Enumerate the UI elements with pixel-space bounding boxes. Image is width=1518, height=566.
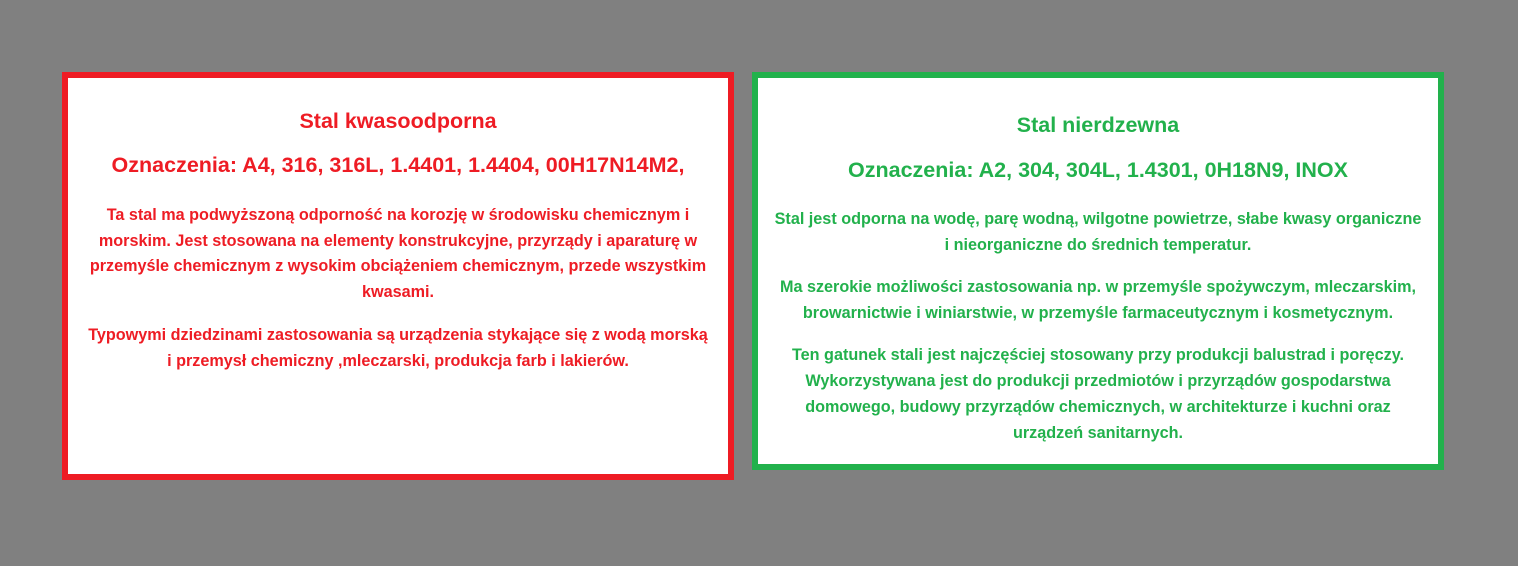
stainless-steel-paragraph-3: Ten gatunek stali jest najczęściej stosowany przy produkcji balustrad i poręczy. Wykorzystywana jest do produkcji przedmiotów i przyrządów gospodarstwa domowego, budowy przyrządów chemicznych, w architekturze i kuchni oraz urządzeń sanitarnych. (791, 346, 1404, 442)
acid-resistant-steel-paragraph-1: Ta stal ma podwyższoną odporność na korozję w środowisku chemicznym i morskim. Jest stosowana na elementy konstrukcyjne, przyrządy i aparaturę w przemyśle chemicznym z wysokim obciążeniem chemicznym, przede wszystkim kwasami. (89, 206, 707, 301)
acid-resistant-steel-card (62, 72, 734, 480)
stainless-steel-card (752, 72, 1444, 470)
stainless-steel-title: Stal nierdzewna (1016, 113, 1180, 137)
acid-resistant-steel-paragraph-2: Typowymi dziedzinami zastosowania są urządzenia stykające się z wodą morską i przemysł chemiczny ,mleczarski, produkcja farb i lakierów. (88, 326, 708, 370)
acid-resistant-steel-title: Stal kwasoodporna (299, 109, 497, 133)
acid-resistant-steel-designations: Oznaczenia: A4, 316, 316L, 1.4401, 1.4404, 00H17N14M2, (111, 153, 685, 177)
stainless-steel-designations: Oznaczenia: A2, 304, 304L, 1.4301, 0H18N9, INOX (848, 158, 1348, 182)
stainless-steel-paragraph-2: Ma szerokie możliwości zastosowania np. w przemyśle spożywczym, mleczarskim, browarnictwie i winiarstwie, w przemyśle farmaceutycznym i kosmetycznym. (779, 278, 1417, 322)
stainless-steel-paragraph-1: Stal jest odporna na wodę, parę wodną, wilgotne powietrze, słabe kwasy organiczne i nieorganiczne do średnich temperatur. (774, 210, 1422, 254)
